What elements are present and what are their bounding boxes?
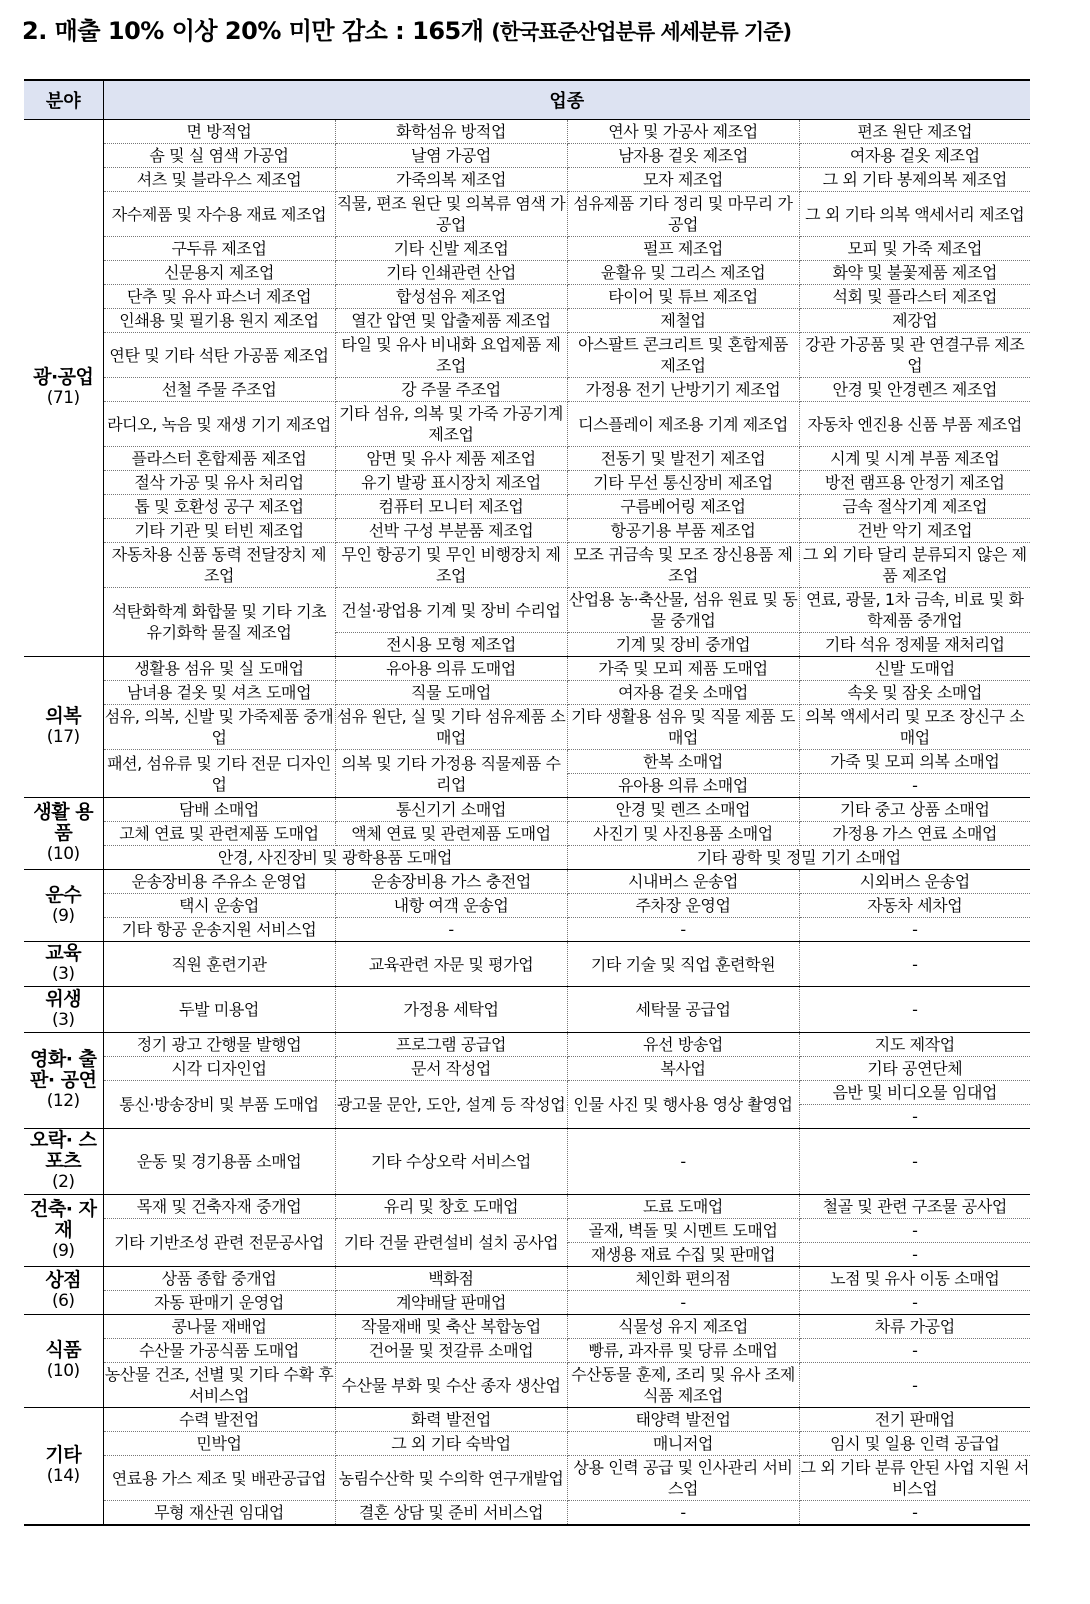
table-row	[24, 1195, 1030, 1219]
industry-cell: 건설·광업용 기계 및 장비 수리업	[335, 588, 567, 633]
table-row	[24, 261, 1030, 285]
table-row	[24, 495, 1030, 519]
table-row	[24, 750, 1030, 774]
industry-cell: 열간 압연 및 압출제품 제조업	[335, 309, 567, 333]
field-count: (71)	[46, 388, 80, 408]
industry-cell: 작물재배 및 축산 복합농업	[335, 1315, 567, 1339]
industry-cell: 계약배달 판매업	[335, 1291, 567, 1315]
industry-cell: 가죽의복 제조업	[335, 168, 567, 192]
field-name: 위생	[45, 987, 82, 1010]
field-count: (6)	[51, 1290, 75, 1311]
table-row	[24, 1081, 1030, 1105]
industry-cell: 신문용지 제조업	[103, 261, 335, 285]
industry-cell: 안경, 사진장비 및 광학용품 도매업	[103, 846, 567, 870]
field-label	[24, 1033, 103, 1129]
industry-cell: 직물, 편조 원단 및 의복류 염색 가공업	[335, 192, 567, 237]
industry-cell: 시계 및 시계 부품 제조업	[799, 447, 1030, 471]
industry-cell: 인쇄용 및 필기용 원지 제조업	[103, 309, 335, 333]
table-row	[24, 1057, 1030, 1081]
field-count: (10)	[46, 844, 80, 864]
industry-cell: -	[799, 918, 1030, 942]
industry-cell: 유아용 의류 소매업	[567, 774, 799, 798]
table-row	[24, 471, 1030, 495]
industry-cell: 선철 주물 주조업	[103, 378, 335, 402]
industry-cell: 셔츠 및 블라우스 제조업	[103, 168, 335, 192]
industry-cell: 가정용 전기 난방기기 제조업	[567, 378, 799, 402]
industry-cell: 암면 및 유사 제품 제조업	[335, 447, 567, 471]
industry-cell: 석탄화학계 화합물 및 기타 기초 유기화학 물질 제조업	[103, 588, 335, 657]
table-row	[24, 378, 1030, 402]
table-row	[24, 1219, 1030, 1243]
table-row	[24, 918, 1030, 942]
industry-cell: 석회 및 플라스터 제조업	[799, 285, 1030, 309]
industry-cell: 결혼 상담 및 준비 서비스업	[335, 1501, 567, 1526]
industry-cell: 체인화 편의점	[567, 1267, 799, 1291]
table-row	[24, 588, 1030, 633]
industry-cell: 기타 공연단체	[799, 1057, 1030, 1081]
field-count: (10)	[46, 1361, 80, 1381]
industry-cell: 구두류 제조업	[103, 237, 335, 261]
industry-cell: 모자 제조업	[567, 168, 799, 192]
table-row	[24, 681, 1030, 705]
table-row	[24, 519, 1030, 543]
industry-cell: -	[799, 1291, 1030, 1315]
industry-cell: 기타 인쇄관련 산업	[335, 261, 567, 285]
industry-cell: 화약 및 불꽃제품 제조업	[799, 261, 1030, 285]
field-name: 상점	[45, 1268, 82, 1291]
industry-cell: 태양력 발전업	[567, 1408, 799, 1432]
industry-cell: 주차장 운영업	[567, 894, 799, 918]
industry-cell: 자동차 엔진용 신품 부품 제조업	[799, 402, 1030, 447]
industry-cell: 기타 건물 관련설비 설치 공사업	[335, 1219, 567, 1267]
field-count: (14)	[46, 1466, 80, 1486]
industry-cell: 섬유, 의복, 신발 및 가죽제품 중개업	[103, 705, 335, 750]
industry-cell: 섬유 원단, 실 및 기타 섬유제품 소매업	[335, 705, 567, 750]
header-industry: 업종	[103, 80, 1030, 120]
title-subtitle: (한국표준산업분류 세세분류 기준)	[491, 20, 792, 44]
industry-cell: 편조 원단 제조업	[799, 120, 1030, 144]
industry-cell: 패션, 섬유류 및 기타 전문 디자인업	[103, 750, 335, 798]
table-row	[24, 543, 1030, 588]
field-name: 오락· 스포츠	[30, 1129, 97, 1172]
industry-cell: 상품 종합 중개업	[103, 1267, 335, 1291]
industry-cell: 지도 제작업	[799, 1033, 1030, 1057]
table-row	[24, 1456, 1030, 1501]
industry-cell: 연료용 가스 제조 및 배관공급업	[103, 1456, 335, 1501]
industry-cell: 광고물 문안, 도안, 설계 등 작성업	[335, 1081, 567, 1129]
industry-cell: 신발 도매업	[799, 657, 1030, 681]
industry-cell: 금속 절삭기계 제조업	[799, 495, 1030, 519]
table-row	[24, 987, 1030, 1033]
industry-cell: 내항 여객 운송업	[335, 894, 567, 918]
industry-cell: 담배 소매업	[103, 798, 335, 822]
field-label	[24, 1408, 103, 1526]
industry-cell: -	[567, 1129, 799, 1195]
table-row	[24, 1432, 1030, 1456]
industry-cell: 한복 소매업	[567, 750, 799, 774]
industry-cell: 연탄 및 기타 석탄 가공품 제조업	[103, 333, 335, 378]
table-row	[24, 1033, 1030, 1057]
industry-cell: 화력 발전업	[335, 1408, 567, 1432]
industry-cell: 가죽 및 모피 의복 소매업	[799, 750, 1030, 774]
industry-cell: 농산물 건조, 선별 및 기타 수확 후 서비스업	[103, 1363, 335, 1408]
industry-cell: 기타 수상오락 서비스업	[335, 1129, 567, 1195]
industry-cell: 택시 운송업	[103, 894, 335, 918]
industry-cell: 기타 기관 및 터빈 제조업	[103, 519, 335, 543]
industry-cell: -	[799, 942, 1030, 987]
industry-cell: 기타 무선 통신장비 제조업	[567, 471, 799, 495]
industry-cell: 인물 사진 및 행사용 영상 촬영업	[567, 1081, 799, 1129]
industry-cell: 시외버스 운송업	[799, 870, 1030, 894]
industry-cell: 기타 석유 정제물 재처리업	[799, 633, 1030, 657]
table-row	[24, 168, 1030, 192]
industry-cell: 타이어 및 튜브 제조업	[567, 285, 799, 309]
field-count: (3)	[51, 964, 75, 984]
field-name: 교육	[45, 942, 82, 964]
table-row	[24, 1339, 1030, 1363]
industry-cell: 그 외 기타 분류 안된 사업 지원 서비스업	[799, 1456, 1030, 1501]
table-row	[24, 333, 1030, 378]
industry-cell: 정기 광고 간행물 발행업	[103, 1033, 335, 1057]
industry-cell: 콩나물 재배업	[103, 1315, 335, 1339]
industry-cell: 가정용 세탁업	[335, 987, 567, 1033]
table-row	[24, 285, 1030, 309]
industry-table	[24, 79, 1030, 1526]
industry-cell: 의복 및 기타 가정용 직물제품 수리업	[335, 750, 567, 798]
field-label	[24, 1195, 103, 1267]
table-row	[24, 705, 1030, 750]
industry-cell: 여자용 겉옷 제조업	[799, 144, 1030, 168]
industry-cell: 면 방적업	[103, 120, 335, 144]
industry-cell: 민박업	[103, 1432, 335, 1456]
industry-cell: 윤활유 및 그리스 제조업	[567, 261, 799, 285]
field-name: 의복	[45, 705, 82, 727]
industry-cell: 가정용 가스 연료 소매업	[799, 822, 1030, 846]
industry-cell: -	[799, 1363, 1030, 1408]
industry-cell: 가죽 및 모피 제품 도매업	[567, 657, 799, 681]
field-name: 영화· 출판· 공연	[30, 1048, 97, 1091]
industry-cell: 전시용 모형 제조업	[335, 633, 567, 657]
industry-cell: -	[799, 1243, 1030, 1267]
industry-cell: 모조 귀금속 및 모조 장신용품 제조업	[567, 543, 799, 588]
industry-cell: 기타 항공 운송지원 서비스업	[103, 918, 335, 942]
table-row	[24, 870, 1030, 894]
industry-cell: 식물성 유지 제조업	[567, 1315, 799, 1339]
industry-cell: 액체 연료 및 관련제품 도매업	[335, 822, 567, 846]
table-row	[24, 1363, 1030, 1408]
industry-cell: 문서 작성업	[335, 1057, 567, 1081]
industry-cell: 차류 가공업	[799, 1315, 1030, 1339]
field-name: 식품	[45, 1339, 82, 1361]
field-count: (9)	[51, 1241, 75, 1261]
industry-cell: 안경 및 안경렌즈 제조업	[799, 378, 1030, 402]
industry-cell: -	[799, 1219, 1030, 1243]
field-count: (9)	[51, 905, 75, 926]
table-row	[24, 798, 1030, 822]
industry-cell: 구름베어링 제조업	[567, 495, 799, 519]
industry-cell: 산업용 농·축산물, 섬유 원료 및 동물 중개업	[567, 588, 799, 633]
industry-cell: 강 주물 주조업	[335, 378, 567, 402]
industry-cell: 제철업	[567, 309, 799, 333]
industry-cell: 연료, 광물, 1차 금속, 비료 및 화학제품 중개업	[799, 588, 1030, 633]
industry-cell: 농림수산학 및 수의학 연구개발업	[335, 1456, 567, 1501]
industry-cell: 생활용 섬유 및 실 도매업	[103, 657, 335, 681]
industry-cell: 그 외 기타 숙박업	[335, 1432, 567, 1456]
field-label	[24, 657, 103, 798]
industry-cell: 유리 및 창호 도매업	[335, 1195, 567, 1219]
industry-cell: 기타 기반조성 관련 전문공사업	[103, 1219, 335, 1267]
industry-cell: 매니저업	[567, 1432, 799, 1456]
industry-cell: 항공기용 부품 제조업	[567, 519, 799, 543]
industry-cell: 건반 악기 제조업	[799, 519, 1030, 543]
industry-cell: -	[799, 987, 1030, 1033]
industry-cell: 남자용 겉옷 제조업	[567, 144, 799, 168]
field-count: (2)	[51, 1172, 75, 1192]
industry-cell: 자동차 세차업	[799, 894, 1030, 918]
industry-cell: 남녀용 겉옷 및 셔츠 도매업	[103, 681, 335, 705]
field-name: 건축· 자재	[30, 1198, 97, 1241]
industry-cell: 톱 및 호환성 공구 제조업	[103, 495, 335, 519]
industry-cell: 운송장비용 가스 충전업	[335, 870, 567, 894]
industry-cell: 유기 발광 표시장치 제조업	[335, 471, 567, 495]
industry-cell: 철골 및 관련 구조물 공사업	[799, 1195, 1030, 1219]
industry-cell: 수산물 부화 및 수산 종자 생산업	[335, 1363, 567, 1408]
industry-cell: 펄프 제조업	[567, 237, 799, 261]
industry-cell: 고체 연료 및 관련제품 도매업	[103, 822, 335, 846]
industry-cell: 화학섬유 방적업	[335, 120, 567, 144]
industry-cell: 직물 도매업	[335, 681, 567, 705]
industry-cell: 음반 및 비디오물 임대업	[799, 1081, 1030, 1105]
table-row	[24, 144, 1030, 168]
industry-cell: 건어물 및 젓갈류 소매업	[335, 1339, 567, 1363]
industry-cell: 속옷 및 잠옷 소매업	[799, 681, 1030, 705]
industry-cell: 기타 중고 상품 소매업	[799, 798, 1030, 822]
industry-cell: -	[567, 1291, 799, 1315]
industry-cell: 자수제품 및 자수용 재료 제조업	[103, 192, 335, 237]
field-label	[24, 1315, 103, 1408]
industry-cell: 빵류, 과자류 및 당류 소매업	[567, 1339, 799, 1363]
field-name: 운수	[45, 883, 82, 906]
industry-cell: 운송장비용 주유소 운영업	[103, 870, 335, 894]
industry-cell: 의복 액세서리 및 모조 장신구 소매업	[799, 705, 1030, 750]
table-row	[24, 1315, 1030, 1339]
industry-cell: 시각 디자인업	[103, 1057, 335, 1081]
industry-cell: 노점 및 유사 이동 소매업	[799, 1267, 1030, 1291]
field-label	[24, 987, 103, 1033]
industry-cell: 수력 발전업	[103, 1408, 335, 1432]
industry-cell: 전기 판매업	[799, 1408, 1030, 1432]
field-count: (12)	[46, 1091, 80, 1111]
industry-cell: 아스팔트 콘크리트 및 혼합제품 제조업	[567, 333, 799, 378]
table-row	[24, 1501, 1030, 1526]
industry-cell: 방전 램프용 안정기 제조업	[799, 471, 1030, 495]
industry-cell: 세탁물 공급업	[567, 987, 799, 1033]
document-title	[22, 14, 1072, 49]
table-row	[24, 822, 1030, 846]
industry-cell: 도료 도매업	[567, 1195, 799, 1219]
industry-cell: 플라스터 혼합제품 제조업	[103, 447, 335, 471]
field-name: 광·공업	[33, 366, 94, 388]
table-row	[24, 1408, 1030, 1432]
industry-cell: 디스플레이 제조용 기계 제조업	[567, 402, 799, 447]
industry-cell: 전동기 및 발전기 제조업	[567, 447, 799, 471]
field-label	[24, 798, 103, 870]
industry-cell: 통신·방송장비 및 부품 도매업	[103, 1081, 335, 1129]
industry-cell: -	[567, 918, 799, 942]
table-row	[24, 120, 1030, 144]
field-label	[24, 1267, 103, 1315]
header-field: 분야	[24, 80, 103, 120]
field-label	[24, 870, 103, 942]
industry-cell: 두발 미용업	[103, 987, 335, 1033]
table-row	[24, 237, 1030, 261]
industry-cell: 백화점	[335, 1267, 567, 1291]
field-name: 기타	[45, 1444, 82, 1466]
industry-cell: 임시 및 일용 인력 공급업	[799, 1432, 1030, 1456]
industry-cell: 그 외 기타 달리 분류되지 않은 제품 제조업	[799, 543, 1030, 588]
field-label	[24, 120, 103, 657]
industry-cell: 복사업	[567, 1057, 799, 1081]
industry-cell: 모피 및 가죽 제조업	[799, 237, 1030, 261]
table-row	[24, 309, 1030, 333]
industry-cell: 무인 항공기 및 무인 비행장치 제조업	[335, 543, 567, 588]
industry-cell: 타일 및 유사 비내화 요업제품 제조업	[335, 333, 567, 378]
field-count: (17)	[46, 727, 80, 747]
industry-cell: 기타 신발 제조업	[335, 237, 567, 261]
industry-cell: 강관 가공품 및 관 연결구류 제조업	[799, 333, 1030, 378]
table-row	[24, 1267, 1030, 1291]
industry-cell: 합성섬유 제조업	[335, 285, 567, 309]
table-row	[24, 1291, 1030, 1315]
industry-cell: -	[567, 1501, 799, 1526]
industry-cell: 운동 및 경기용품 소매업	[103, 1129, 335, 1195]
industry-cell: 자동 판매기 운영업	[103, 1291, 335, 1315]
industry-cell: 프로그램 공급업	[335, 1033, 567, 1057]
industry-cell: 유아용 의류 도매업	[335, 657, 567, 681]
industry-cell: 재생용 재료 수집 및 판매업	[567, 1243, 799, 1267]
table-row	[24, 192, 1030, 237]
table-row	[24, 1129, 1030, 1195]
industry-cell: -	[799, 1105, 1030, 1129]
industry-cell: 기타 광학 및 정밀 기기 소매업	[567, 846, 1030, 870]
industry-cell: 날염 가공업	[335, 144, 567, 168]
industry-cell: -	[799, 1129, 1030, 1195]
industry-cell: 자동차용 신품 동력 전달장치 제조업	[103, 543, 335, 588]
industry-cell: 라디오, 녹음 및 재생 기기 제조업	[103, 402, 335, 447]
title-main: 2. 매출 10% 이상 20% 미만 감소 : 165개	[22, 17, 492, 45]
industry-cell: 섬유제품 기타 정리 및 마무리 가공업	[567, 192, 799, 237]
industry-cell: 수산물 가공식품 도매업	[103, 1339, 335, 1363]
industry-cell: 선박 구성 부분품 제조업	[335, 519, 567, 543]
industry-cell: 컴퓨터 모니터 제조업	[335, 495, 567, 519]
industry-cell: 직원 훈련기관	[103, 942, 335, 987]
table-row	[24, 657, 1030, 681]
industry-cell: 교육관련 자문 및 평가업	[335, 942, 567, 987]
industry-cell: 연사 및 가공사 제조업	[567, 120, 799, 144]
industry-cell: -	[799, 1339, 1030, 1363]
industry-cell: 기계 및 장비 중개업	[567, 633, 799, 657]
industry-cell: 절삭 가공 및 유사 처리업	[103, 471, 335, 495]
industry-cell: 기타 기술 및 직업 훈련학원	[567, 942, 799, 987]
industry-cell: 솜 및 실 염색 가공업	[103, 144, 335, 168]
industry-cell: 골재, 벽돌 및 시멘트 도매업	[567, 1219, 799, 1243]
field-name: 생활 용품	[33, 801, 94, 844]
industry-cell: 단추 및 유사 파스너 제조업	[103, 285, 335, 309]
industry-cell: 여자용 겉옷 소매업	[567, 681, 799, 705]
industry-cell: 시내버스 운송업	[567, 870, 799, 894]
industry-cell: 목재 및 건축자재 중개업	[103, 1195, 335, 1219]
industry-cell: 기타 생활용 섬유 및 직물 제품 도매업	[567, 705, 799, 750]
industry-cell: 사진기 및 사진용품 소매업	[567, 822, 799, 846]
industry-cell: 제강업	[799, 309, 1030, 333]
industry-cell: 그 외 기타 의복 액세서리 제조업	[799, 192, 1030, 237]
table-row	[24, 846, 1030, 870]
industry-cell: -	[799, 774, 1030, 798]
industry-cell: 통신기기 소매업	[335, 798, 567, 822]
industry-cell: 기타 섬유, 의복 및 가죽 가공기계 제조업	[335, 402, 567, 447]
industry-cell: 무형 재산권 임대업	[103, 1501, 335, 1526]
field-label	[24, 1129, 103, 1195]
industry-cell: -	[912, 1503, 918, 1522]
table-body	[24, 120, 1030, 1526]
table-row	[24, 894, 1030, 918]
industry-cell: -	[335, 918, 567, 942]
industry-cell: 그 외 기타 봉제의복 제조업	[799, 168, 1030, 192]
industry-cell: 상용 인력 공급 및 인사관리 서비스업	[567, 1456, 799, 1501]
header-row	[24, 80, 1030, 120]
table-row	[24, 402, 1030, 447]
industry-cell: 안경 및 렌즈 소매업	[567, 798, 799, 822]
table-row	[24, 942, 1030, 987]
industry-cell: 수산동물 훈제, 조리 및 유사 조제식품 제조업	[567, 1363, 799, 1408]
industry-cell: 유선 방송업	[567, 1033, 799, 1057]
field-count: (3)	[51, 1009, 75, 1030]
field-label	[24, 942, 103, 987]
table-row	[24, 447, 1030, 471]
